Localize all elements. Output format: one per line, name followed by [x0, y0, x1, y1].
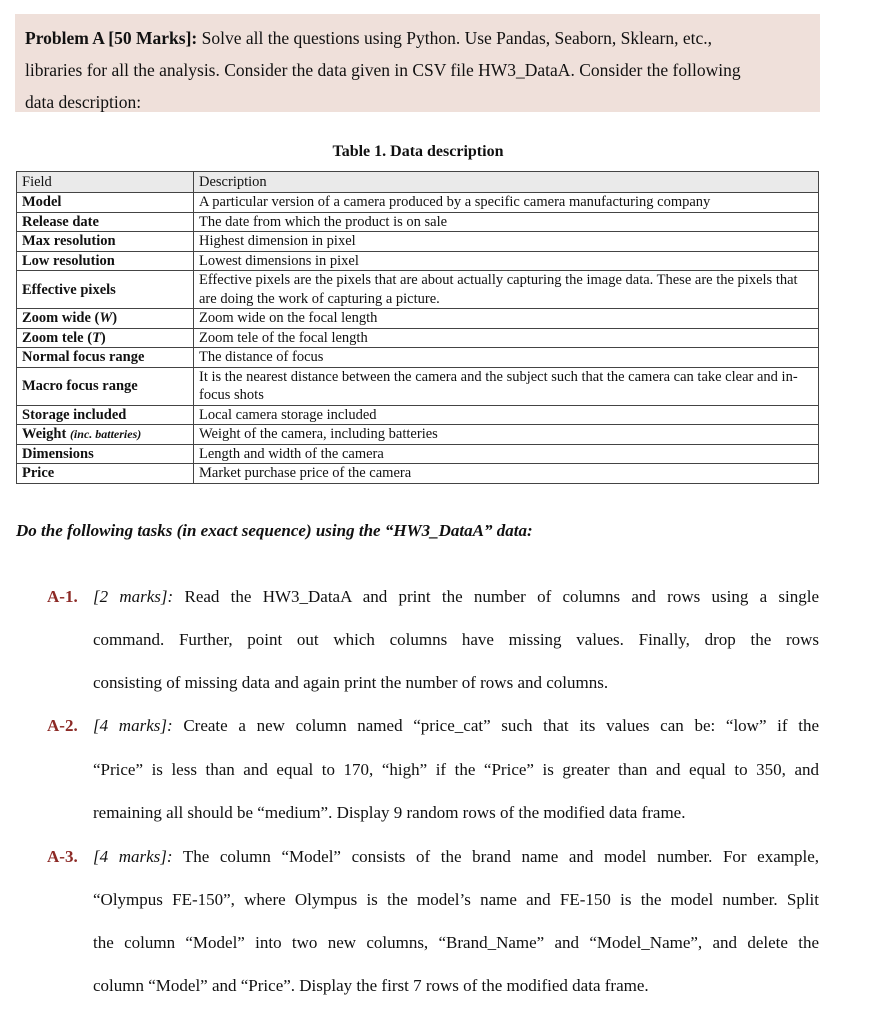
- task-line: column “Model” and “Price”. Display the first 7 rows of the modified data frame.: [93, 976, 649, 995]
- field-cell: Price: [17, 464, 194, 484]
- task-text: Read the HW3_DataA and print the number of columns and rows using a single: [173, 587, 819, 606]
- problem-line-2: libraries for all the analysis. Consider the data given in CSV file HW3_DataA. Consider the following: [25, 60, 741, 80]
- field-cell: Storage included: [17, 405, 194, 425]
- problem-intro: Solve all the questions using Python. Use Pandas, Seaborn, Sklearn, etc.,: [197, 28, 712, 48]
- task-marks: [4 marks]:: [93, 716, 173, 735]
- table-header-row: [17, 172, 819, 193]
- problem-line-3: data description:: [25, 92, 142, 112]
- description-cell: The distance of focus: [194, 348, 819, 368]
- field-cell: [17, 328, 194, 348]
- description-cell: Effective pixels are the pixels that are about actually capturing the image data. These are the pixels that are doing the work of capturing a picture.: [194, 271, 819, 309]
- data-description-table: [16, 171, 819, 484]
- description-cell: A particular version of a camera produced by a specific camera manufacturing company: [194, 193, 819, 213]
- description-cell: Zoom wide on the focal length: [194, 309, 819, 329]
- task-line: [93, 847, 819, 867]
- field-cell: Release date: [17, 212, 194, 232]
- task-line: [93, 587, 819, 607]
- field-cell: Low resolution: [17, 251, 194, 271]
- description-cell: Highest dimension in pixel: [194, 232, 819, 252]
- field-cell: [17, 425, 194, 445]
- table-row: [17, 405, 819, 425]
- table-row: [17, 309, 819, 329]
- field-cell: [17, 309, 194, 329]
- table-row: [17, 425, 819, 445]
- field-text: Zoom tele (: [22, 329, 93, 346]
- problem-header: [15, 14, 820, 112]
- task-marks: [2 marks]:: [93, 587, 174, 606]
- task-line: remaining all should be “medium”. Display 9 random rows of the modified data frame.: [93, 803, 686, 822]
- field-cell: Macro focus range: [17, 367, 194, 405]
- task-line: the column “Model” into two new columns, “Brand_Name” and “Model_Name”, and delete the: [93, 933, 819, 952]
- problem-line-1: [25, 28, 712, 49]
- task-marks: [4 marks]:: [93, 847, 173, 866]
- task-number: A-1.: [47, 587, 78, 606]
- description-cell: Local camera storage included: [194, 405, 819, 425]
- table-row: [17, 271, 819, 309]
- task-line: “Price” is less than and equal to 170, “high” if the “Price” is greater than and equal to 350, and: [93, 760, 819, 779]
- task-text: The column “Model” consists of the brand name and model number. For example,: [172, 847, 820, 866]
- field-variable: W: [99, 310, 113, 327]
- table-row: [17, 212, 819, 232]
- description-cell: Weight of the camera, including batteries: [194, 425, 819, 445]
- field-text: Zoom wide (: [22, 310, 100, 327]
- task-line: “Olympus FE-150”, where Olympus is the model’s name and FE-150 is the model number. Split: [93, 890, 819, 909]
- field-text-end: ): [100, 329, 106, 346]
- field-note: (inc. batteries): [69, 427, 142, 442]
- field-cell: Dimensions: [17, 444, 194, 464]
- task-line: command. Further, point out which columns have missing values. Finally, drop the rows: [93, 630, 819, 649]
- table-row: [17, 367, 819, 405]
- task-number: A-2.: [47, 716, 78, 735]
- description-cell: Length and width of the camera: [194, 444, 819, 464]
- description-cell: Market purchase price of the camera: [194, 464, 819, 484]
- table-row: [17, 251, 819, 271]
- description-cell: The date from which the product is on sale: [194, 212, 819, 232]
- task-line: consisting of missing data and again print the number of rows and columns.: [93, 673, 609, 692]
- field-cell: Max resolution: [17, 232, 194, 252]
- description-cell: Lowest dimensions in pixel: [194, 251, 819, 271]
- header-field: Field: [17, 172, 194, 193]
- problem-title: Problem A [50 Marks]:: [25, 28, 198, 48]
- table-row: [17, 348, 819, 368]
- field-text: Weight: [22, 426, 70, 443]
- field-variable: T: [92, 329, 101, 346]
- field-cell: Effective pixels: [17, 271, 194, 309]
- tasks-heading: Do the following tasks (in exact sequence) using the “HW3_DataA” data:: [16, 521, 533, 540]
- description-cell: Zoom tele of the focal length: [194, 328, 819, 348]
- table-caption: Table 1. Data description: [332, 143, 504, 160]
- field-cell: Model: [17, 193, 194, 213]
- description-cell: It is the nearest distance between the camera and the subject such that the camera can take clear and in-focus shots: [194, 367, 819, 405]
- task-text: Create a new column named “price_cat” such that its values can be: “low” if the: [172, 716, 819, 735]
- table-row: [17, 232, 819, 252]
- table-row: [17, 328, 819, 348]
- task-number: A-3.: [47, 847, 78, 866]
- field-text-end: ): [112, 310, 118, 327]
- table-row: [17, 464, 819, 484]
- task-line: [93, 716, 819, 736]
- table-row: [17, 444, 819, 464]
- field-cell: Normal focus range: [17, 348, 194, 368]
- table-row: [17, 193, 819, 213]
- header-description: Description: [194, 172, 819, 193]
